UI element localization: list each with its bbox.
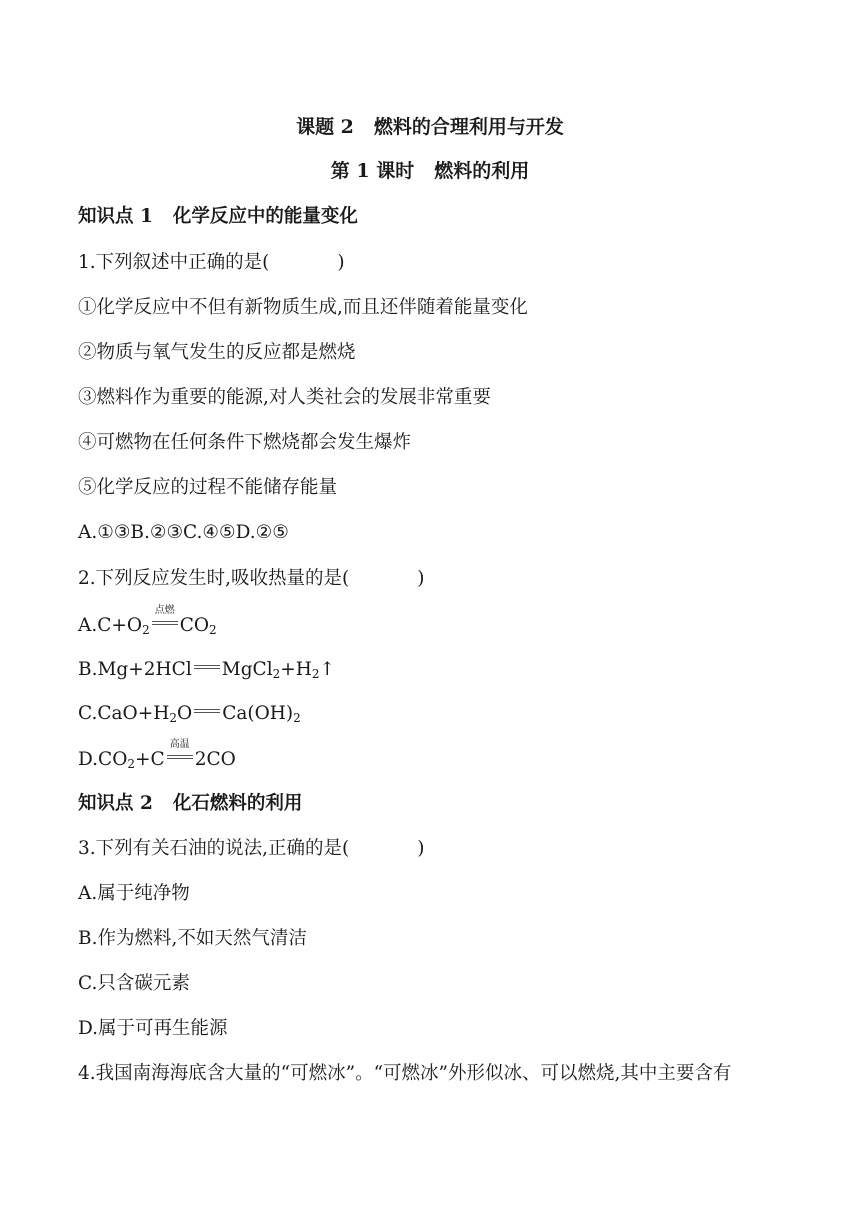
formula-part: 2CO [194, 749, 236, 770]
close-paren: ) [417, 838, 425, 859]
lesson-name: 燃料的合理利用与开发 [373, 116, 564, 138]
subscript: 2 [272, 667, 281, 681]
statement-2: ②物质与氧气发生的反应都是燃烧 [78, 342, 356, 363]
reaction-condition: 高温 [169, 739, 190, 750]
subscript: 2 [127, 757, 136, 771]
question-text: 2.下列反应发生时,吸收热量的是( [78, 568, 350, 589]
question-2-option-c [78, 702, 301, 726]
formula-part: +C [135, 749, 165, 770]
close-paren: ) [337, 252, 345, 273]
period-number: 第 1 课时 [330, 160, 415, 182]
reaction-condition: 点燃 [154, 605, 175, 616]
statement-5: ⑤化学反应的过程不能储存能量 [78, 477, 338, 498]
close-paren: ) [417, 568, 425, 589]
period-name: 燃料的利用 [434, 160, 530, 182]
question-3-option-c: C.只含碳元素 [78, 973, 190, 994]
formula-part: C.CaO+H [78, 703, 170, 724]
question-3-stem [78, 837, 424, 861]
statement-4: ④可燃物在任何条件下燃烧都会发生爆炸 [78, 432, 412, 453]
reaction-equals-sign [193, 704, 221, 718]
question-4-stem: 4.我国南海海底含大量的“可燃冰”。“可燃冰”外形似冰、可以燃烧,其中主要含有 [78, 1063, 732, 1084]
question-3-option-d: D.属于可再生能源 [78, 1018, 228, 1039]
subscript: 2 [169, 711, 178, 725]
subscript: 2 [142, 623, 150, 637]
subscript: 2 [311, 667, 320, 681]
lesson-number: 课题 2 [296, 116, 354, 138]
formula-part: +H [280, 659, 312, 680]
reaction-equals-sign [193, 660, 221, 674]
formula-part: D.CO [78, 749, 128, 770]
formula-part: B.Mg+2HCl [78, 659, 192, 680]
formula-part: Ca(OH) [222, 703, 294, 724]
gas-arrow: ↑ [319, 659, 336, 680]
statement-1: ①化学反应中不但有新物质生成,而且还伴随着能量变化 [78, 297, 528, 318]
reaction-equals-sign [151, 605, 179, 630]
question-2-stem [78, 567, 424, 591]
question-2-option-d [78, 739, 236, 772]
section-heading-1 [78, 205, 358, 229]
section-heading-2 [78, 792, 302, 816]
question-text: 1.下列叙述中正确的是( [78, 252, 270, 273]
period-title [0, 159, 860, 183]
section-label: 知识点 2 [78, 793, 153, 814]
question-1-stem [78, 251, 345, 275]
subscript: 2 [293, 711, 301, 725]
subscript: 2 [209, 623, 217, 637]
question-1-options: A.①③B.②③C.④⑤D.②⑤ [78, 522, 289, 543]
section-label: 知识点 1 [78, 206, 153, 227]
section-title: 化学反应中的能量变化 [172, 206, 358, 227]
question-2-option-b [78, 658, 335, 682]
question-text: 3.下列有关石油的说法,正确的是( [78, 838, 350, 859]
formula-part: MgCl [221, 659, 273, 680]
question-3-option-a: A.属于纯净物 [78, 883, 190, 904]
reaction-equals-sign [166, 739, 194, 764]
lesson-title [0, 115, 860, 139]
formula-part: O [177, 703, 193, 724]
question-3-option-b: B.作为燃料,不如天然气清洁 [78, 928, 307, 949]
formula-part: A.C+O [78, 615, 143, 636]
statement-3: ③燃料作为重要的能源,对人类社会的发展非常重要 [78, 387, 491, 408]
question-2-option-a [78, 605, 217, 638]
formula-part: CO [179, 615, 210, 636]
section-title: 化石燃料的利用 [172, 793, 303, 814]
